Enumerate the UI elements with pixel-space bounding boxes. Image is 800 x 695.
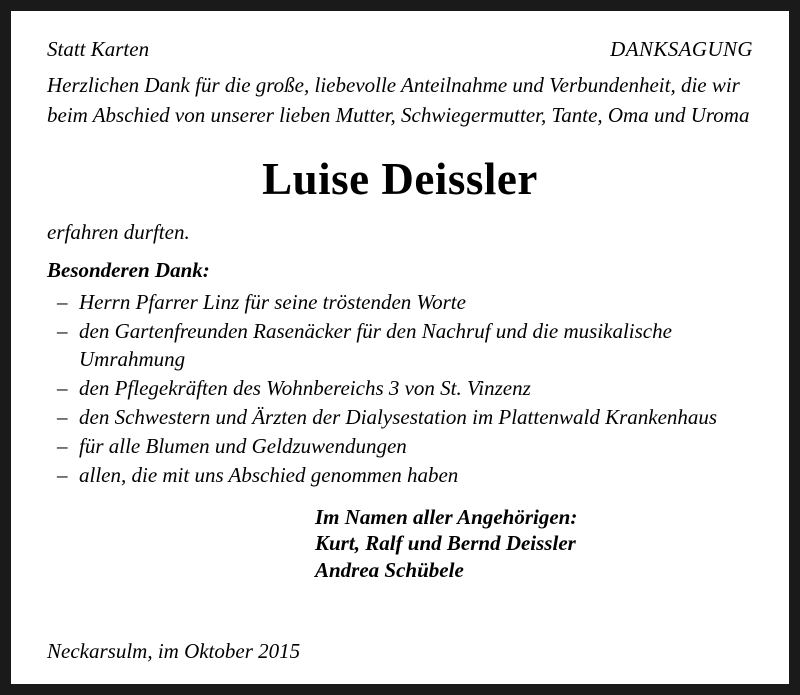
list-dash: – xyxy=(57,319,68,344)
deceased-name: Luise Deissler xyxy=(262,153,538,204)
signature-block xyxy=(47,504,753,584)
list-dash: – xyxy=(57,290,68,315)
list-dash: – xyxy=(57,462,68,487)
list-item xyxy=(57,318,753,374)
list-item-text: den Schwestern und Ärzten der Dialysestation im Plattenwald Krankenhaus xyxy=(79,404,718,429)
list-item xyxy=(57,433,753,461)
list-item-text: für alle Blumen und Geldzuwendungen xyxy=(79,433,407,458)
thanks-list xyxy=(47,289,753,489)
statt-karten-label: Statt Karten xyxy=(47,37,150,61)
danksagung-label: DANKSAGUNG xyxy=(610,37,753,61)
notice-header xyxy=(47,37,753,62)
list-item xyxy=(57,404,753,432)
list-item-text: den Gartenfreunden Rasenäcker für den Nachruf und die musikalische Umrahmung xyxy=(79,319,672,371)
list-item xyxy=(57,289,753,317)
signature-line-1: Im Namen aller Angehörigen: xyxy=(315,504,578,529)
signature-line-2: Kurt, Ralf und Bernd Deissler xyxy=(315,531,576,556)
list-item-text: allen, die mit uns Abschied genommen haben xyxy=(79,462,459,487)
list-item-text: den Pflegekräften des Wohnbereichs 3 von St. Vinzenz xyxy=(79,375,531,400)
list-dash: – xyxy=(57,375,68,400)
list-dash: – xyxy=(57,433,68,458)
place-date-footer: Neckarsulm, im Oktober 2015 xyxy=(47,639,301,663)
intro-paragraph: Herzlichen Dank für die große, liebevolle Anteilnahme und Verbundenheit, die wir beim Abschied von unserer lieben Mutter, Schwiegermutter, Tante, Oma und Uroma xyxy=(47,73,750,127)
intro-continuation: erfahren durften. xyxy=(47,219,190,244)
list-item xyxy=(57,462,753,490)
special-thanks-heading: Besonderen Dank: xyxy=(47,258,210,283)
list-item-text: Herrn Pfarrer Linz für seine tröstenden Worte xyxy=(79,290,466,315)
list-dash: – xyxy=(57,404,68,429)
list-item xyxy=(57,375,753,403)
signature-line-3: Andrea Schübele xyxy=(315,557,464,582)
